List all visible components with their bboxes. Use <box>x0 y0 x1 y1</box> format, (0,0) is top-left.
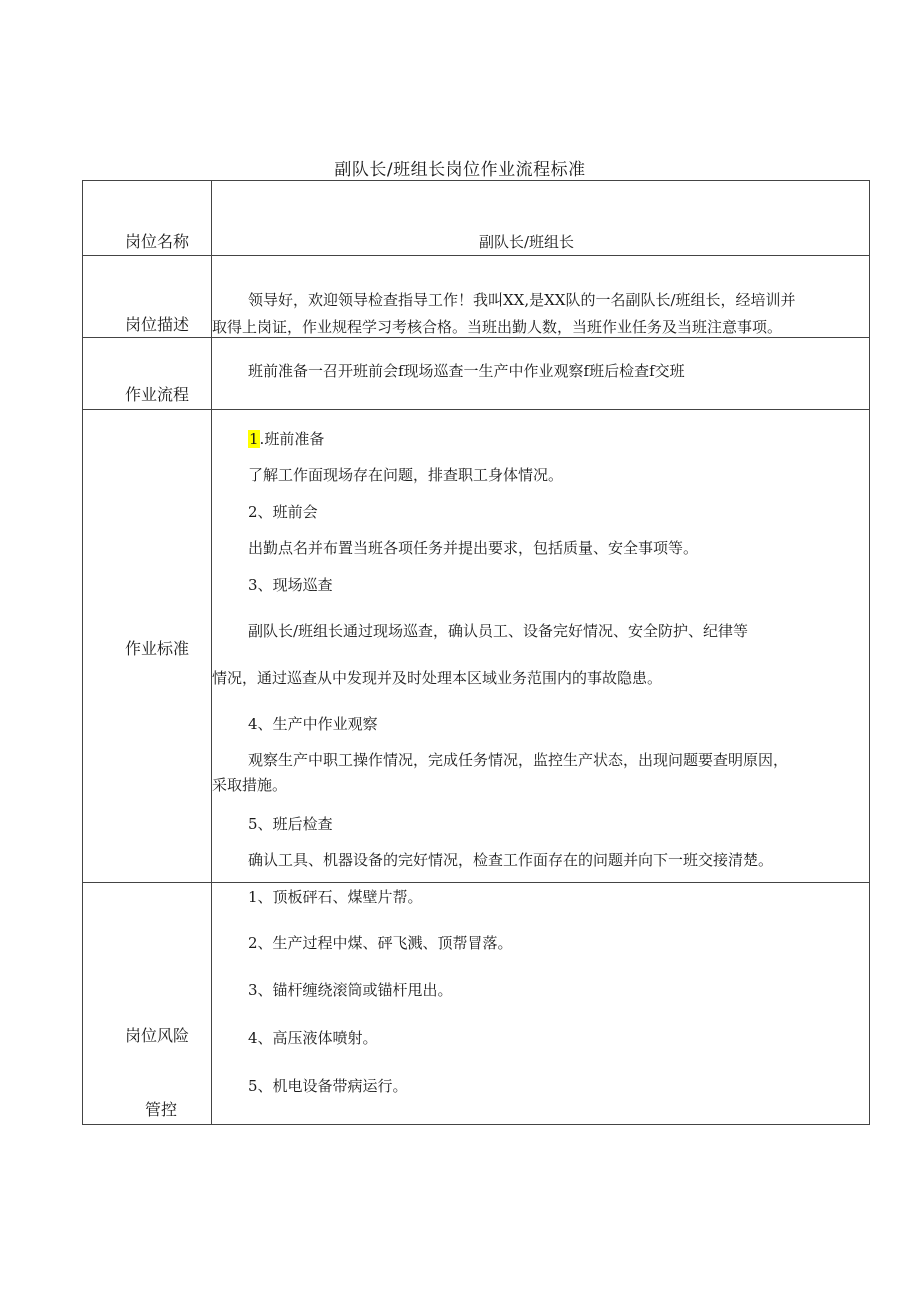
standard-item-5-body: 确认工具、机器设备的完好情况，检查工作面存在的问题并向下一班交接清楚。 <box>248 851 774 869</box>
risk-item-4: 4、高压液体喷射。 <box>248 1029 378 1047</box>
row-label-risk-2: 管控 <box>145 1100 178 1119</box>
label-cell <box>83 338 212 410</box>
row-label-process: 作业流程 <box>125 385 190 404</box>
table-row-process <box>83 338 870 410</box>
standard-item-4-body-2: 采取措施。 <box>212 776 288 794</box>
standard-item-1-body: 了解工作面现场存在问题，排查职工身体情况。 <box>248 466 564 484</box>
item-title: 班前准备 <box>264 430 325 448</box>
item-number: 2 <box>248 503 258 521</box>
item-number: 3 <box>248 576 258 594</box>
label-cell <box>83 256 212 338</box>
row-label-name: 岗位名称 <box>125 232 190 251</box>
job-standard-table <box>82 180 870 1125</box>
table-row-standard <box>83 410 870 883</box>
item-separator: . <box>259 430 265 448</box>
risk-item-3: 3、锚杆缠绕滚筒或锚杆甩出。 <box>248 981 453 999</box>
job-name-value: 副队长/班组长 <box>479 233 575 251</box>
label-cell <box>83 410 212 883</box>
item-separator: 、 <box>257 715 273 733</box>
value-cell <box>212 181 870 256</box>
risk-item-5: 5、机电设备带病运行。 <box>248 1077 408 1095</box>
description-line-2: 取得上岗证，作业规程学习考核合格。当班出勤人数，当班作业任务及当班注意事项。 <box>212 318 783 336</box>
standard-item-5-heading <box>248 813 333 834</box>
label-cell <box>83 181 212 256</box>
table-row-risk <box>83 883 870 1125</box>
value-cell <box>212 410 870 883</box>
standard-item-1-heading <box>248 428 324 449</box>
standard-item-2-heading <box>248 501 318 522</box>
table-row-name <box>83 181 870 256</box>
standard-item-4-body-1: 观察生产中职工操作情况，完成任务情况，监控生产状态，出现问题要查明原因， <box>248 751 789 769</box>
row-label-standard: 作业标准 <box>125 639 190 658</box>
item-title: 生产中作业观察 <box>272 715 378 733</box>
risk-item-2: 2、生产过程中煤、砰飞溅、顶帮冒落。 <box>248 934 513 952</box>
document-title: 副队长/班组长岗位作业流程标准 <box>334 160 586 180</box>
value-cell <box>212 338 870 410</box>
item-title: 班前会 <box>272 503 318 521</box>
row-label-risk-1: 岗位风险 <box>125 1026 190 1045</box>
item-separator: 、 <box>257 576 273 594</box>
label-cell <box>83 883 212 1125</box>
row-label-description: 岗位描述 <box>125 315 190 334</box>
risk-item-1: 1、顶板砰石、煤壁片帮。 <box>248 888 423 906</box>
value-cell <box>212 256 870 338</box>
highlight-number: 1 <box>249 430 259 448</box>
standard-item-3-heading <box>248 574 333 595</box>
standard-item-4-heading <box>248 713 378 734</box>
item-separator: 、 <box>257 503 273 521</box>
item-separator: 、 <box>257 815 273 833</box>
item-title: 班后检查 <box>272 815 333 833</box>
item-number: 4 <box>248 715 258 733</box>
description-line-1: 领导好，欢迎领导检查指导工作！我叫XX,是XX队的一名副队长/班组长，经培训并 <box>248 291 796 309</box>
table-row-description <box>83 256 870 338</box>
item-title: 现场巡查 <box>272 576 333 594</box>
process-flow: 班前准备一召开班前会f现场巡查一生产中作业观察f班后检查f交班 <box>248 362 685 380</box>
standard-item-3-body-2: 情况，通过巡查从中发现并及时处理本区域业务范围内的事故隐患。 <box>212 669 663 687</box>
item-number: 5 <box>248 815 258 833</box>
value-cell <box>212 883 870 1125</box>
standard-item-2-body: 出勤点名并布置当班各项任务并提出要求，包括质量、安全事项等。 <box>248 539 699 557</box>
standard-item-3-body-1: 副队长/班组长通过现场巡查，确认员工、设备完好情况、安全防护、纪律等 <box>248 622 749 640</box>
